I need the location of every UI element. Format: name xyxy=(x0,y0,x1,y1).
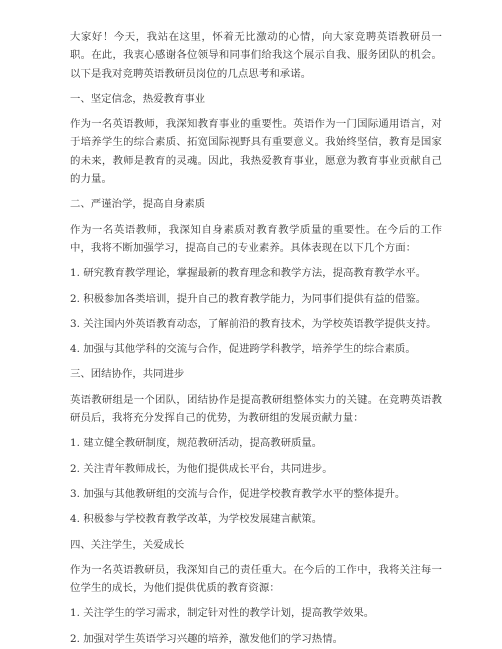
section-4-item-1: 1. 关注学生的学习需求，制定针对性的教学计划，提高教学效果。 xyxy=(70,607,375,620)
section-4-heading: 四、关注学生，关爱成长 xyxy=(70,538,185,551)
section-3-heading: 三、团结协作，共同进步 xyxy=(70,368,185,381)
section-2-body: 作为一名英语教师，我深知自身素质对教育教学质量的重要性。在今后的工作中，我将不断加强学习，提高自己的专业素养。具体表现在以下几个方面： xyxy=(70,223,442,254)
section-2-item-2: 2. 积极参加各类培训，提升自己的教育教学能力，为同事们提供有益的借鉴。 xyxy=(70,292,427,305)
section-2-heading: 二、严谨治学，提高自身素质 xyxy=(70,198,206,211)
section-2-item-4: 4. 加强与其他学科的交流与合作，促进跨学科教学，培养学生的综合素质。 xyxy=(70,343,416,356)
section-3-item-1: 1. 建立健全教研制度，规范教研活动，提高教研质量。 xyxy=(70,437,323,450)
section-1-body: 作为一名英语教师，我深知教育事业的重要性。英语作为一门国际通用语言，对于培养学生的综合素质、拓宽国际视野具有重要意义。我始终坚信，教育是国家的未来，教师是教育的灵魂。因此，我热爱教育事业，愿意为教育事业贡献自己的力量。 xyxy=(70,118,442,186)
section-3-body: 英语教研组是一个团队，团结协作是提高教研组整体实力的关键。在竞聘英语教研员后，我将充分发挥自己的优势，为教研组的发展贡献力量： xyxy=(70,393,442,425)
section-2-item-1: 1. 研究教育教学理论，掌握最新的教育理念和教学方法，提高教育教学水平。 xyxy=(70,267,427,280)
section-1-heading: 一、坚定信念，热爱教育事业 xyxy=(70,92,206,105)
section-4-item-2: 2. 加强对学生英语学习兴趣的培养，激发他们的学习热情。 xyxy=(70,632,343,645)
section-3-item-2: 2. 关注青年教师成长，为他们提供成长平台，共同进步。 xyxy=(70,462,333,475)
section-3-item-4: 4. 积极参与学校教育教学改革，为学校发展建言献策。 xyxy=(70,513,323,526)
section-4-body: 作为一名英语教研员，我深知自己的责任重大。在今后的工作中，我将关注每一位学生的成长，为他们提供优质的教育资源： xyxy=(70,563,442,595)
intro-paragraph: 大家好！今天，我站在这里，怀着无比激动的心情，向大家竞聘英语教研员一职。在此，我衷心感谢各位领导和同事们给我这个展示自我、服务团队的机会。以下是我对竞聘英语教研员岗位的几点思考和承诺。 xyxy=(70,31,442,80)
section-3-item-3: 3. 加强与其他教研组的交流与合作，促进学校教育教学水平的整体提升。 xyxy=(70,487,406,500)
section-2-item-3: 3. 关注国内外英语教育动态，了解前沿的教育技术，为学校英语教学提供支持。 xyxy=(70,317,437,330)
